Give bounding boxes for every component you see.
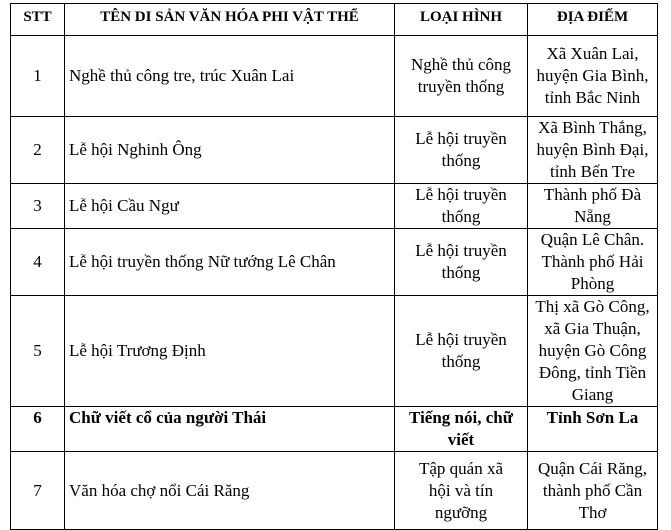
cell-location-line: Tỉnh Sơn La [546, 408, 639, 427]
table-body [11, 36, 658, 530]
cell-location [528, 296, 658, 407]
cell-location-line: Giang [571, 385, 614, 404]
cell-type-line: hội và tín [428, 480, 494, 500]
cell-location-line: Nẵng [574, 207, 611, 226]
cell-type [395, 36, 528, 117]
cell-type [395, 452, 528, 530]
cell-stt: 5 [11, 296, 65, 407]
cell-type-line: Lễ hội truyền [415, 330, 507, 349]
cell-type [395, 184, 528, 229]
cell-type [395, 407, 528, 452]
cell-heritage-name: Lễ hội truyền thống Nữ tướng Lê Chân [65, 229, 395, 296]
cell-heritage-name: Nghề thủ công tre, trúc Xuân Lai [65, 36, 395, 117]
cell-location-line: Thơ [578, 502, 607, 522]
cell-type-line: Tập quán xã [418, 458, 504, 478]
cell-location-line: Thành phố Đà [543, 185, 642, 204]
cell-heritage-name: Chữ viết cổ của người Thái [65, 407, 395, 452]
cell-location-line: Quận Lê Chân. [540, 230, 645, 249]
cell-location-line: Xã Xuân Lai, [546, 44, 639, 63]
cell-type-line: viết [447, 430, 475, 449]
cell-type-line: Nghề thủ công [410, 55, 512, 74]
table-row [11, 184, 658, 229]
cell-type-line: truyền thống [417, 77, 505, 96]
cell-type [395, 229, 528, 296]
cell-location-line: Thị xã Gò Công, [535, 297, 650, 316]
cell-type [395, 117, 528, 184]
cell-location-line: Quận Cái Răng, [537, 458, 648, 478]
cell-type-line: ngưỡng [434, 502, 488, 522]
header-type: LOẠI HÌNH [395, 4, 528, 36]
cell-location-line: Đông, tỉnh Tiền [538, 363, 647, 382]
cell-stt: 4 [11, 229, 65, 296]
header-name: TÊN DI SẢN VĂN HÓA PHI VẬT THỂ [65, 4, 395, 36]
table-row [11, 296, 658, 407]
cell-type-line: Lễ hội truyền [415, 129, 507, 148]
cell-heritage-name: Văn hóa chợ nổi Cái Răng [65, 452, 395, 530]
table-row [11, 407, 658, 452]
cell-location-line: huyện Bình Đại, [536, 140, 649, 159]
cell-type-line: thống [441, 263, 481, 282]
cell-stt: 7 [11, 452, 65, 530]
cell-location [528, 229, 658, 296]
cell-stt: 3 [11, 184, 65, 229]
cell-location-line: Thành phố Hải [541, 252, 644, 271]
cell-type-line: thống [441, 352, 481, 371]
table-row [11, 452, 658, 530]
cell-type [395, 296, 528, 407]
cell-location-line: xã Gia Thuận, [544, 319, 641, 338]
table-row [11, 117, 658, 184]
cell-stt: 6 [11, 407, 65, 452]
cell-location [528, 184, 658, 229]
cell-location-line: tỉnh Bắc Ninh [544, 88, 641, 107]
cell-location [528, 452, 658, 530]
cell-type-line: thống [441, 207, 481, 226]
cell-location-line: thành phố Cần [542, 480, 643, 500]
cell-heritage-name: Lễ hội Cầu Ngư [65, 184, 395, 229]
cell-stt: 1 [11, 36, 65, 117]
cell-location [528, 117, 658, 184]
cell-location-line: Phòng [570, 274, 615, 293]
cell-type-line: Lễ hội truyền [415, 241, 507, 260]
cell-location [528, 36, 658, 117]
cell-heritage-name: Lễ hội Nghinh Ông [65, 117, 395, 184]
header-row [11, 4, 658, 36]
cell-location-line: huyện Gia Bình, [536, 66, 649, 85]
table-row [11, 229, 658, 296]
cell-location-line: tỉnh Bến Tre [549, 162, 636, 181]
header-stt: STT [11, 4, 65, 36]
cell-type-line: thống [441, 151, 481, 170]
cell-location-line: huyện Gò Công [538, 341, 647, 360]
heritage-table [10, 3, 658, 530]
cell-location [528, 407, 658, 452]
header-location: ĐỊA ĐIỂM [528, 4, 658, 36]
cell-heritage-name: Lễ hội Trương Định [65, 296, 395, 407]
cell-location-line: Xã Bình Thắng, [538, 118, 647, 137]
table-row [11, 36, 658, 117]
cell-type-line: Lễ hội truyền [415, 185, 507, 204]
cell-stt: 2 [11, 117, 65, 184]
cell-type-line: Tiếng nói, chữ [409, 408, 513, 427]
